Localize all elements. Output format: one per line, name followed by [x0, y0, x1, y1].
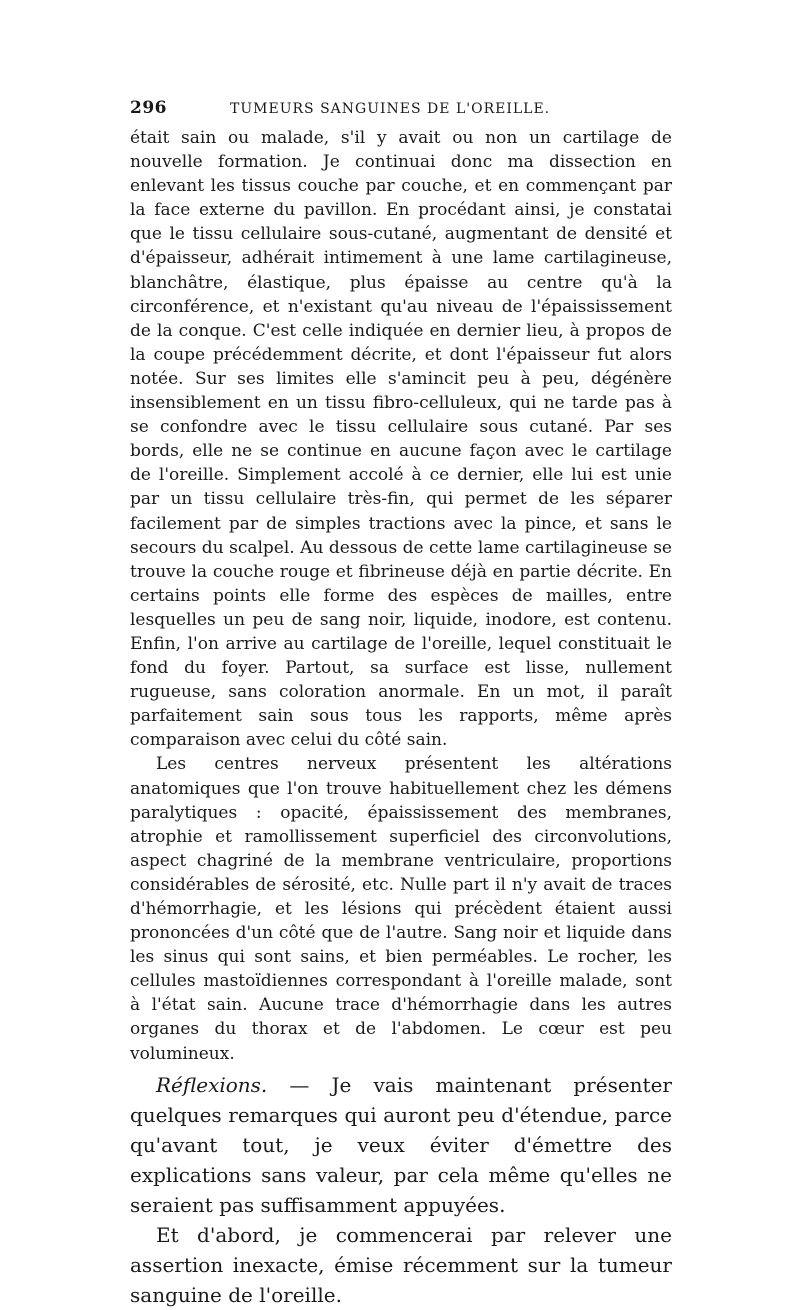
reflexions-label: Réflexions.: [156, 1072, 268, 1097]
paragraph: était sain ou malade, s'il y avait ou non un cartilage de nouvelle formation. Je continuai donc ma dissection en enlevant les tissus couche par couche, et en commençant par la face externe du pavillon. En procédant ainsi, je constatai que le tissu cellulaire sous-cutané, augmentant de densité et d'épaisseur, adhérait intimement à une lame cartilagineuse, blanchâtre, élastique, plus épaisse au centre qu'à la circonférence, et n'existant qu'au niveau de l'épaississement de la conque. C'est celle indiquée en dernier lieu, à propos de la coupe précédemment décrite, et dont l'épaisseur fut alors notée. Sur ses limites elle s'amincit peu à peu, dégénère insensiblement en un tissu fibro-celluleux, qui ne tarde pas à se confondre avec le tissu cellulaire sous cutané. Par ses bords, elle ne se continue en aucune façon avec le cartilage de l'oreille. Simplement accolé à ce dernier, elle lui est unie par un tissu cellulaire très-fin, qui permet de les séparer facilement par de simples tractions avec la pince, et sans le secours du scalpel. Au dessous de cette lame cartilagineuse se trouve la couche rouge et fibrineuse déjà en partie décrite. En certains points elle forme des espèces de mailles, entre lesquelles un peu de sang noir, liquide, inodore, est contenu. Enfin, l'on arrive au cartilage de l'oreille, lequel constituait le fond du foyer. Partout, sa surface est lisse, nullement rugueuse, sans coloration anormale. En un mot, il paraît parfaitement sain sous tous les rapports, même après comparaison avec celui du côté sain.: [130, 128, 672, 751]
body-text: [130, 126, 672, 1310]
paragraph: Et d'abord, je commencerai par relever une assertion inexacte, émise récemment sur la tumeur sanguine de l'oreille.: [130, 1222, 672, 1307]
running-head: TUMEURS SANGUINES DE L'OREILLE.: [230, 101, 551, 117]
book-page: [130, 98, 672, 1310]
reflexions-paragraph: [130, 1070, 672, 1220]
reflexions-text: — Je vais maintenant présenter quelques remarques qui auront peu d'étendue, parce qu'avant tout, je veux éviter d'émettre des explications sans valeur, par cela même qu'elles ne seraient pas suffisamment appuyées.: [130, 1072, 672, 1217]
page-number: 296: [130, 98, 167, 118]
page-header: [130, 98, 672, 126]
paragraph: Les centres nerveux présentent les altérations anatomiques que l'on trouve habituellement chez les démens paralytiques : opacité, épaississement des membranes, atrophie et ramollissement superficiel des circonvolutions, aspect chagriné de la membrane ventriculaire, proportions considérables de sérosité, etc. Nulle part il n'y avait de traces d'hémorrhagie, et les lésions qui précèdent étaient aussi prononcées d'un côté que de l'autre. Sang noir et liquide dans les sinus qui sont sains, et bien perméables. Le rocher, les cellules mastoïdiennes correspondant à l'oreille malade, sont à l'état sain. Aucune trace d'hémorrhagie dans les autres organes du thorax et de l'abdomen. Le cœur est peu volumineux.: [130, 754, 672, 1064]
